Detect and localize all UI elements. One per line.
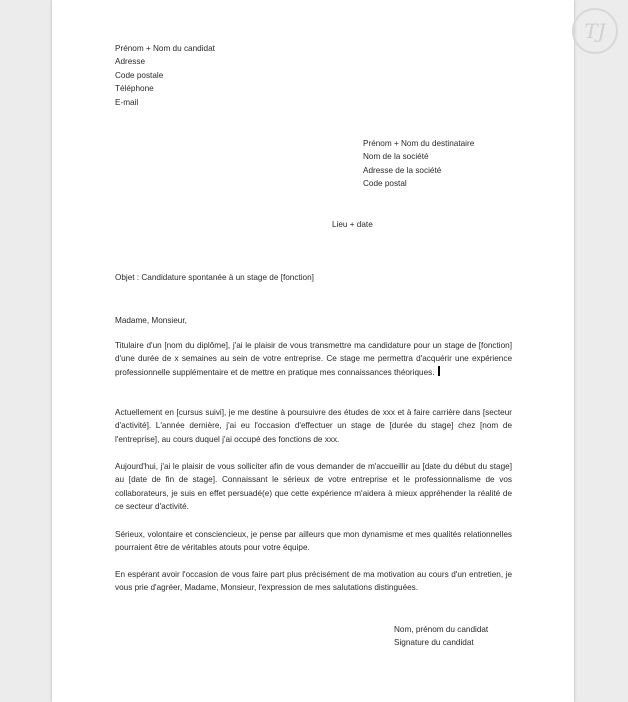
recipient-postal-code: Code postal <box>363 179 407 189</box>
body-paragraph-5[interactable]: En espérant avoir l'occasion de vous faire part plus précisément de ma motivation au cours d'un entretien, je vous prie d'agréer, Madame, Monsieur, l'expression de mes salutations distinguées. <box>115 570 512 593</box>
recipient-company-address: Adresse de la société <box>363 165 442 175</box>
body-paragraph-2[interactable]: Actuellement en [cursus suivi], je me destine à poursuivre des études de xxx et à faire carrière dans [secteur d'activité]. L'année dernière, j'ai eu l'occasion d'effectuer un stage de [durée du stage] chez [nom de l'entreprise], au cours duquel j'ai occupé des fonctions de xxx. <box>115 408 512 444</box>
paragraph-text: Titulaire d'un [nom du diplôme], j'ai le plaisir de vous transmettre ma candidature pour un stage de [fonction] d'une durée de x semaines au sein de votre entreprise. Ce stage me permettra d'acquérir une expérience professionnelle supplémentaire et de mettre en pratique mes connaissances théoriques. <box>115 341 512 377</box>
body-paragraph-3[interactable]: Aujourd'hui, j'ai le plaisir de vous solliciter afin de vous demander de m'accueillir au [date du début du stage] au [date de fin de stage]. Connaissant le sérieux de votre entreprise et le professionnalisme de vos collaborateurs, je suis en effet persuadé(e) que cette expérience m'aidera à mieux appréhender la réalité de ce secteur d'activité. <box>115 462 512 512</box>
text-cursor <box>438 366 440 376</box>
signature-line: Signature du candidat <box>394 638 474 648</box>
recipient-company: Nom de la société <box>363 152 429 162</box>
body-paragraph-4[interactable]: Sérieux, volontaire et consciencieux, je pense par ailleurs que mon dynamisme et mes qualités relationnelles pourraient être de véritables atouts pour votre équipe. <box>115 530 512 553</box>
sender-phone: Téléphone <box>115 84 154 94</box>
sender-postal-code: Code postale <box>115 70 164 80</box>
letter-greeting: Madame, Monsieur, <box>115 316 187 325</box>
letter-subject: Objet : Candidature spontanée à un stage de [fonction] <box>115 273 314 282</box>
body-paragraph-1[interactable] <box>115 339 512 379</box>
recipient-name: Prénom + Nom du destinataire <box>363 139 475 148</box>
sender-email: E-mail <box>115 97 139 107</box>
recipient-block <box>363 137 474 191</box>
sender-name: Prénom + Nom du candidat <box>115 44 215 53</box>
signature-block <box>394 623 488 650</box>
signature-name: Nom, prénom du candidat <box>394 625 489 634</box>
brand-logo-watermark: TJ <box>572 8 618 54</box>
sender-block <box>115 42 215 109</box>
place-date: Lieu + date <box>332 220 373 229</box>
sender-address: Adresse <box>115 57 146 67</box>
